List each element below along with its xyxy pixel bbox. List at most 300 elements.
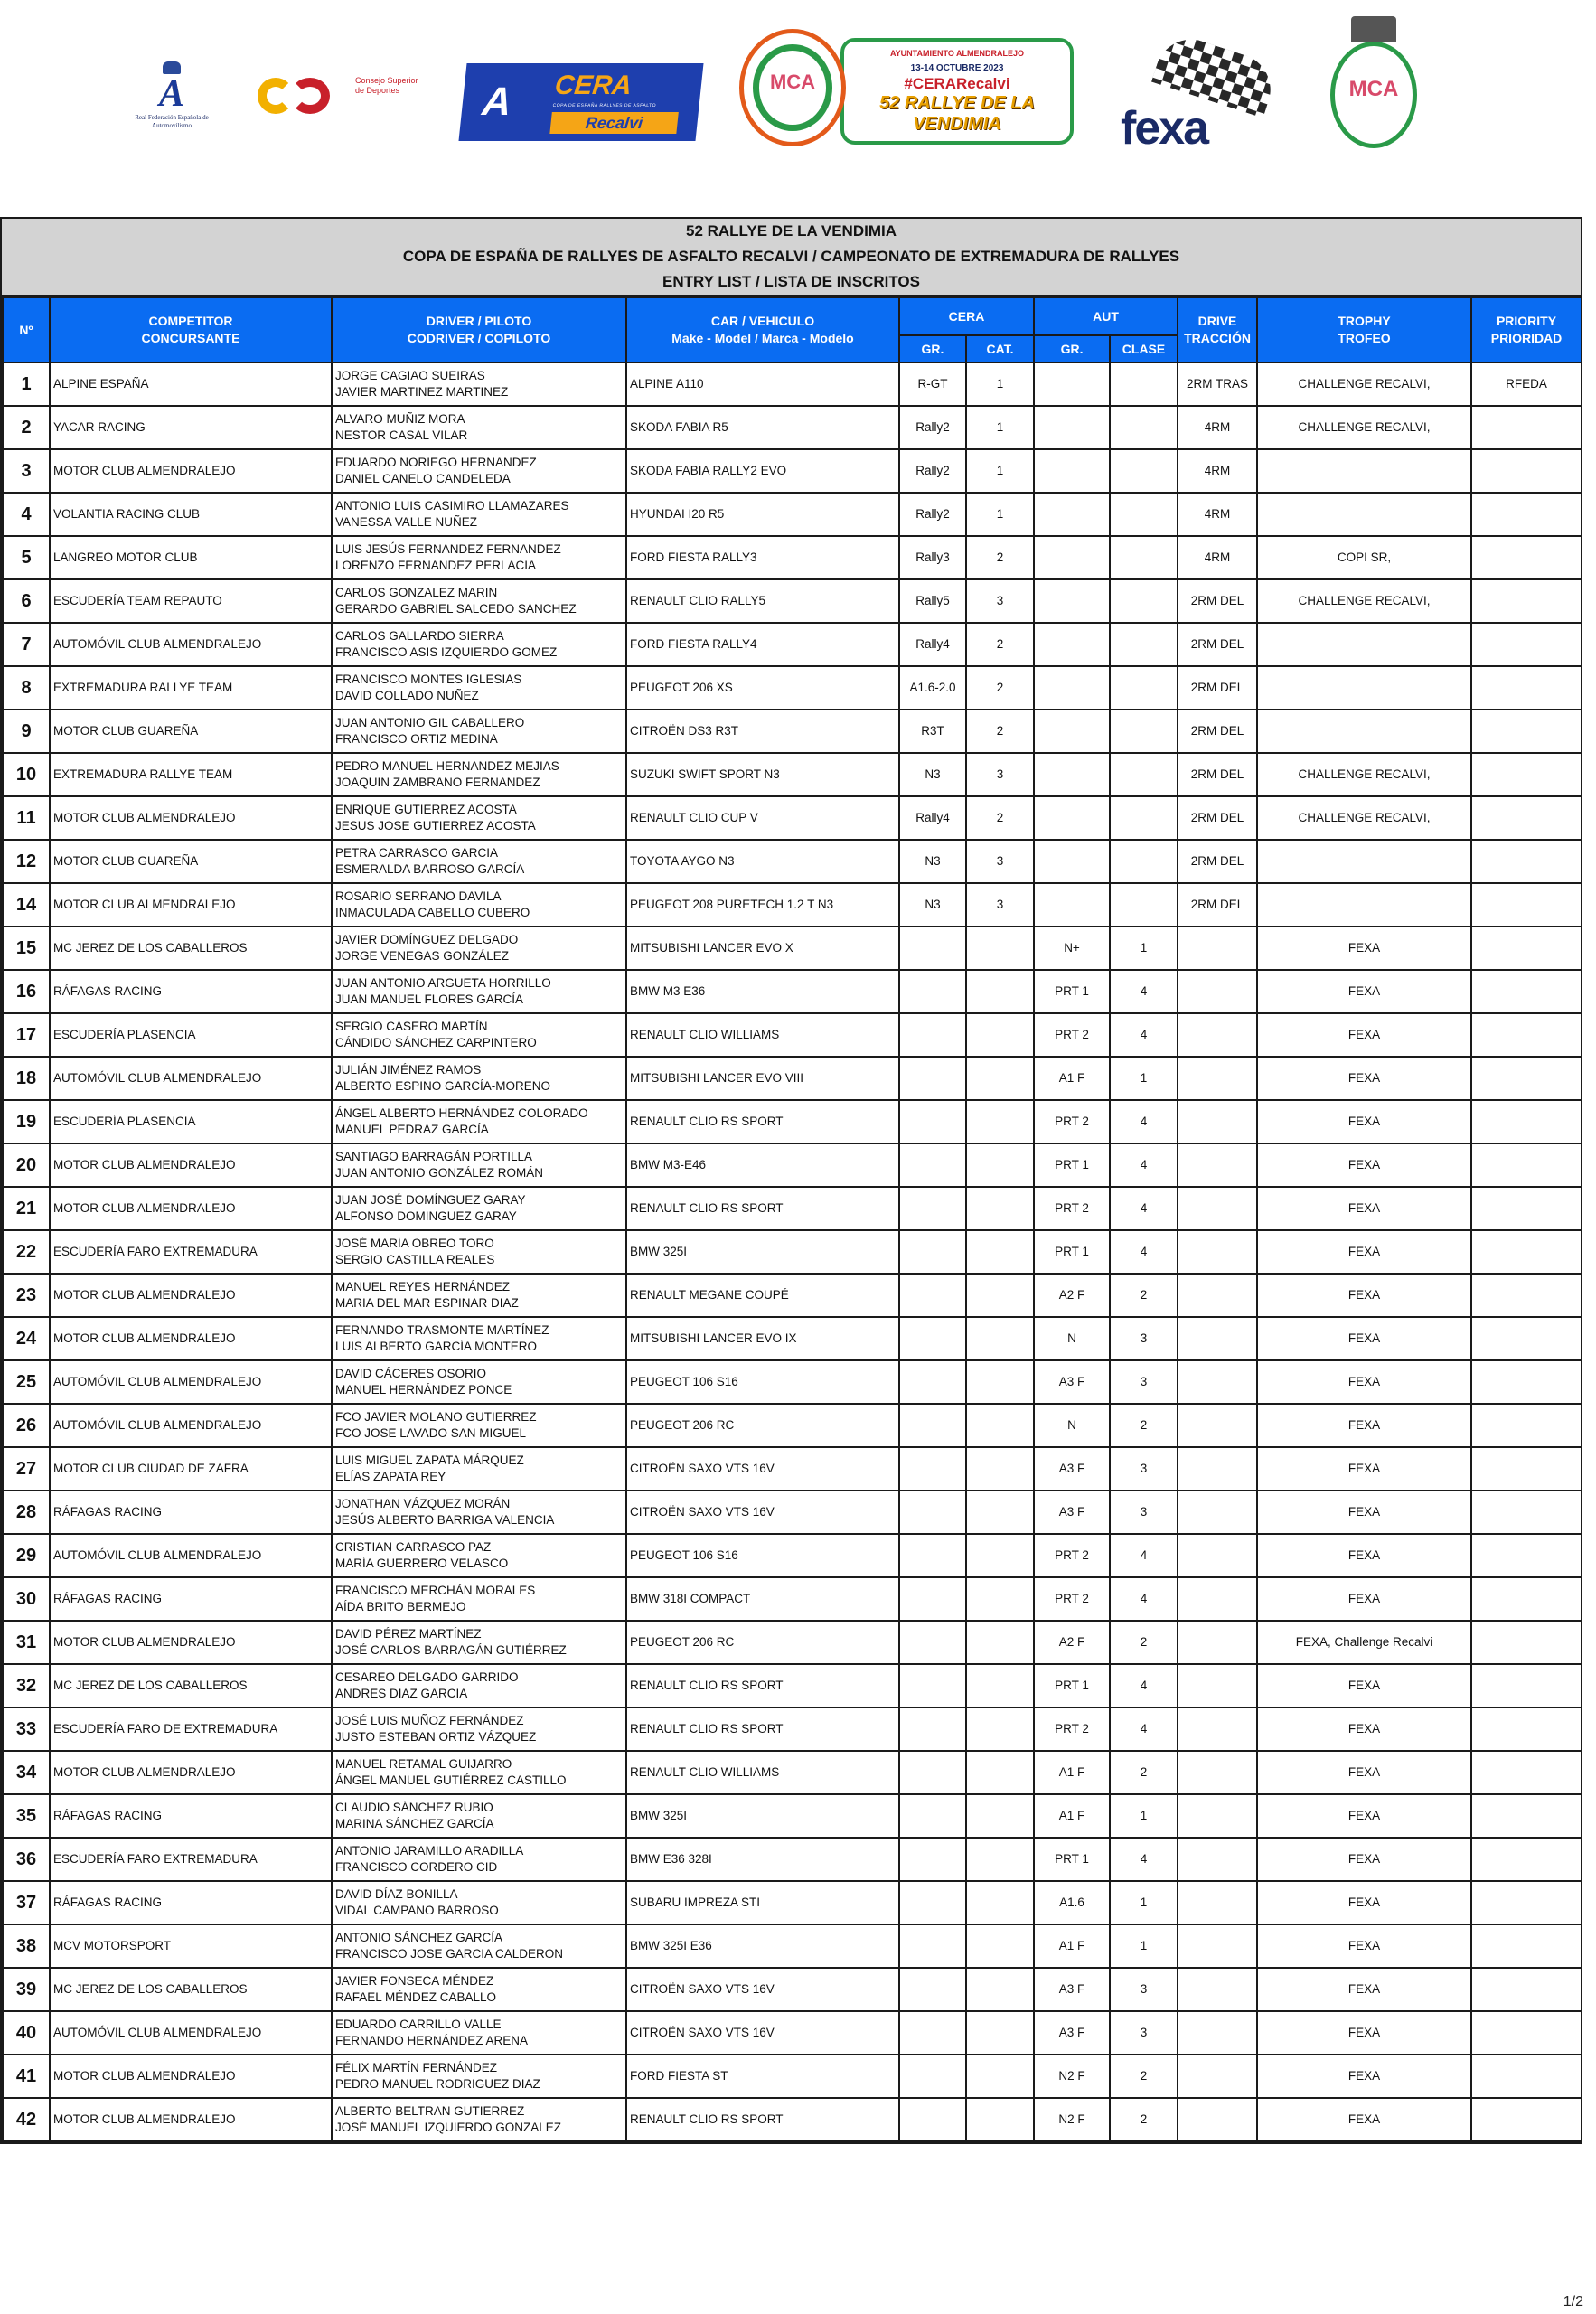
entry-priority [1471,2098,1582,2141]
entry-crew [332,1924,626,1968]
rfeda-a-icon: A [480,80,514,124]
entry-competitor: MC JEREZ DE LOS CABALLEROS [50,1968,332,2011]
entry-aut-group: A1 F [1034,1924,1110,1968]
entry-cera-group: N3 [899,883,966,927]
entry-priority [1471,1360,1582,1404]
entry-crew [332,2055,626,2098]
entry-trophy [1257,449,1471,493]
entry-competitor: MC JEREZ DE LOS CABALLEROS [50,927,332,970]
entry-trophy [1257,840,1471,883]
entry-cera-group [899,1187,966,1230]
entry-crew [332,362,626,406]
entry-crew [332,840,626,883]
entry-drive: 4RM [1178,536,1257,579]
entry-number: 37 [3,1881,50,1924]
entry-car: SUBARU IMPREZA STI [626,1881,899,1924]
banner-rally-name: 52 RALLYE DE LA VENDIMIA [879,93,1035,134]
table-row [3,1013,1582,1057]
entry-codriver: JAVIER MARTINEZ MARTINEZ [335,385,509,399]
entry-cera-group [899,1100,966,1143]
entry-aut-class [1110,753,1178,796]
entry-car: PEUGEOT 106 S16 [626,1534,899,1577]
entry-priority [1471,2011,1582,2055]
entry-aut-class [1110,883,1178,927]
entry-aut-group: PRT 1 [1034,970,1110,1013]
column-header-drive-es: TRACCIÓN [1184,331,1251,345]
entry-aut-group: N [1034,1317,1110,1360]
entry-aut-group: PRT 2 [1034,1707,1110,1751]
entry-aut-group: A3 F [1034,1968,1110,2011]
entry-number: 33 [3,1707,50,1751]
table-row [3,449,1582,493]
entry-competitor: RÁFAGAS RACING [50,1577,332,1621]
entry-cera-group [899,1664,966,1707]
entry-codriver: DAVID COLLADO NUÑEZ [335,689,479,702]
entry-drive [1178,1013,1257,1057]
entry-cera-group [899,1491,966,1534]
entry-aut-group [1034,666,1110,710]
entry-trophy [1257,710,1471,753]
fexa-logo [1121,47,1283,155]
entry-cera-group [899,1794,966,1838]
table-row [3,883,1582,927]
entry-drive: 4RM [1178,406,1257,449]
entry-number: 2 [3,406,50,449]
entry-driver: SERGIO CASERO MARTÍN [335,1020,488,1033]
entry-competitor: MC JEREZ DE LOS CABALLEROS [50,1664,332,1707]
entry-crew [332,1230,626,1274]
entry-drive [1178,1534,1257,1577]
entry-codriver: JOSÉ MANUEL IZQUIERDO GONZALEZ [335,2121,562,2134]
entry-driver: LUIS MIGUEL ZAPATA MÁRQUEZ [335,1453,524,1467]
entry-trophy: FEXA [1257,1317,1471,1360]
entry-priority [1471,753,1582,796]
entry-priority [1471,1794,1582,1838]
entry-priority [1471,1534,1582,1577]
column-header-driver-es: CODRIVER / COPILOTO [407,331,551,345]
entry-trophy: FEXA [1257,2098,1471,2141]
entry-cera-category [966,1230,1034,1274]
entry-cera-category [966,2098,1034,2141]
entry-trophy: CHALLENGE RECALVI, [1257,579,1471,623]
entry-car: RENAULT CLIO CUP V [626,796,899,840]
entry-car: RENAULT CLIO WILLIAMS [626,1751,899,1794]
entry-cera-group: Rally2 [899,493,966,536]
entry-aut-group: A3 F [1034,1447,1110,1491]
table-row [3,623,1582,666]
entry-car: PEUGEOT 206 XS [626,666,899,710]
entry-competitor: MCV MOTORSPORT [50,1924,332,1968]
entry-car: SKODA FABIA R5 [626,406,899,449]
entry-driver: PEDRO MANUEL HERNANDEZ MEJIAS [335,759,559,773]
column-header-aut-clase: CLASE [1110,335,1178,362]
entry-drive [1178,927,1257,970]
table-row [3,1317,1582,1360]
table-row [3,666,1582,710]
sponsor-logos-band [0,0,1596,212]
entry-number: 17 [3,1013,50,1057]
table-row [3,1577,1582,1621]
entry-aut-group: N [1034,1404,1110,1447]
entry-cera-group: R-GT [899,362,966,406]
entry-codriver: JESUS JOSE GUTIERREZ ACOSTA [335,819,536,832]
entry-car: RENAULT CLIO RS SPORT [626,1187,899,1230]
column-header-drive [1178,297,1257,362]
table-row [3,1621,1582,1664]
entry-cera-category: 1 [966,449,1034,493]
entry-drive [1178,1838,1257,1881]
entry-number: 20 [3,1143,50,1187]
entry-car: FORD FIESTA RALLY3 [626,536,899,579]
entry-priority [1471,406,1582,449]
entry-codriver: FRANCISCO ORTIZ MEDINA [335,732,498,746]
entry-competitor: ALPINE ESPAÑA [50,362,332,406]
entry-number: 28 [3,1491,50,1534]
entry-codriver: ELÍAS ZAPATA REY [335,1470,446,1483]
motor-club-almendralejo-crest [1328,16,1419,161]
table-row [3,406,1582,449]
entry-car: CITROËN SAXO VTS 16V [626,2011,899,2055]
entry-aut-class: 4 [1110,1664,1178,1707]
entry-cera-group [899,970,966,1013]
entry-drive: 4RM [1178,449,1257,493]
entry-aut-class [1110,710,1178,753]
entry-cera-category [966,1924,1034,1968]
entry-cera-group [899,1317,966,1360]
table-row [3,1447,1582,1491]
entry-competitor: MOTOR CLUB GUAREÑA [50,840,332,883]
entry-driver: FERNANDO TRASMONTE MARTÍNEZ [335,1323,549,1337]
entry-aut-group [1034,710,1110,753]
entry-drive [1178,1187,1257,1230]
table-row [3,1100,1582,1143]
entry-priority [1471,579,1582,623]
entry-driver: PETRA CARRASCO GARCIA [335,846,499,860]
mca-crest-text: MCA [1348,77,1399,101]
rfeda-logo [127,61,217,143]
entry-aut-class [1110,623,1178,666]
rfeda-a-mark: A [127,74,217,114]
entry-codriver: AÍDA BRITO BERMEJO [335,1600,466,1613]
entry-car: SUZUKI SWIFT SPORT N3 [626,753,899,796]
entry-aut-class: 3 [1110,1968,1178,2011]
entry-cera-group: N3 [899,753,966,796]
entry-competitor: MOTOR CLUB ALMENDRALEJO [50,2055,332,2098]
entry-trophy: FEXA [1257,1838,1471,1881]
entry-crew [332,1707,626,1751]
entry-trophy: COPI SR, [1257,536,1471,579]
table-row [3,796,1582,840]
entry-crew [332,753,626,796]
championship-title: COPA DE ESPAÑA DE RALLYES DE ASFALTO RECALVI / CAMPEONATO DE EXTREMADURA DE RALLYES [402,248,1180,265]
entry-cera-group [899,1707,966,1751]
entry-priority [1471,1013,1582,1057]
entry-aut-class [1110,536,1178,579]
entry-cera-group [899,1621,966,1664]
entry-cera-category: 3 [966,883,1034,927]
entry-cera-group: Rally2 [899,449,966,493]
entry-drive [1178,1143,1257,1187]
entry-driver: JOSÉ MARÍA OBREO TORO [335,1237,494,1250]
entry-number: 10 [3,753,50,796]
entry-crew [332,710,626,753]
entry-cera-group: Rally5 [899,579,966,623]
entry-drive [1178,1317,1257,1360]
entry-car: RENAULT CLIO RS SPORT [626,2098,899,2141]
entry-priority [1471,1664,1582,1707]
entry-priority [1471,1707,1582,1751]
entry-priority [1471,1491,1582,1534]
column-header-drive-en: DRIVE [1197,314,1237,328]
entry-priority [1471,666,1582,710]
entry-drive [1178,1360,1257,1404]
entry-trophy: FEXA [1257,1404,1471,1447]
entry-cera-category [966,1621,1034,1664]
entry-cera-group [899,1057,966,1100]
entry-cera-group [899,1577,966,1621]
entry-driver: DAVID CÁCERES OSORIO [335,1367,487,1380]
entry-list-table [2,296,1582,2142]
entry-competitor: MOTOR CLUB ALMENDRALEJO [50,1187,332,1230]
table-row [3,493,1582,536]
entry-driver: ANTONIO SÁNCHEZ GARCÍA [335,1931,503,1944]
entry-aut-class: 2 [1110,2055,1178,2098]
entry-crew [332,1881,626,1924]
entry-number: 11 [3,796,50,840]
entry-trophy: FEXA [1257,1447,1471,1491]
table-row [3,1404,1582,1447]
entry-driver: CRISTIAN CARRASCO PAZ [335,1540,492,1554]
entry-trophy: CHALLENGE RECALVI, [1257,753,1471,796]
entry-competitor: MOTOR CLUB ALMENDRALEJO [50,449,332,493]
table-row [3,1534,1582,1577]
entry-codriver: VANESSA VALLE NUÑEZ [335,515,478,529]
entry-car: CITROËN SAXO VTS 16V [626,1447,899,1491]
table-row [3,1274,1582,1317]
entry-cera-group [899,1274,966,1317]
column-header-priority [1471,297,1582,362]
entry-number: 29 [3,1534,50,1577]
entry-competitor: MOTOR CLUB ALMENDRALEJO [50,796,332,840]
entry-aut-group: A1 F [1034,1794,1110,1838]
entry-priority [1471,1057,1582,1100]
table-row [3,1360,1582,1404]
entry-number: 1 [3,362,50,406]
entry-cera-category [966,1360,1034,1404]
entry-trophy [1257,623,1471,666]
entry-priority [1471,1751,1582,1794]
entry-priority [1471,1187,1582,1230]
table-row [3,753,1582,796]
entry-codriver: CÁNDIDO SÁNCHEZ CARPINTERO [335,1036,537,1049]
entry-aut-group [1034,362,1110,406]
entry-cera-group [899,2098,966,2141]
entry-driver: ALBERTO BELTRAN GUTIERREZ [335,2104,525,2118]
entry-aut-group: A1 F [1034,1057,1110,1100]
entry-codriver: FRANCISCO JOSE GARCIA CALDERON [335,1947,564,1961]
column-header-cera-cat: CAT. [966,335,1034,362]
entry-aut-group: PRT 2 [1034,1013,1110,1057]
entry-number: 34 [3,1751,50,1794]
entry-aut-group: PRT 1 [1034,1143,1110,1187]
entry-cera-group [899,1447,966,1491]
table-row [3,536,1582,579]
entry-priority [1471,927,1582,970]
entry-trophy: FEXA [1257,1881,1471,1924]
entry-cera-category: 3 [966,579,1034,623]
entry-drive: 2RM DEL [1178,753,1257,796]
entry-number: 25 [3,1360,50,1404]
entry-cera-group [899,2055,966,2098]
entry-aut-group: PRT 1 [1034,1838,1110,1881]
table-row [3,1143,1582,1187]
banner-hashtag: #CERARecalvi [904,75,1010,92]
entry-crew [332,1621,626,1664]
entry-driver: JORGE CAGIAO SUEIRAS [335,369,485,382]
entry-codriver: MARIA DEL MAR ESPINAR DIAZ [335,1296,519,1310]
entry-number: 38 [3,1924,50,1968]
entry-cera-group [899,1230,966,1274]
entry-car: BMW M3-E46 [626,1143,899,1187]
entry-drive [1178,1274,1257,1317]
entry-aut-group: PRT 2 [1034,1187,1110,1230]
entry-codriver: JUAN MANUEL FLORES GARCÍA [335,992,524,1006]
entry-priority [1471,1143,1582,1187]
entry-cera-category [966,1143,1034,1187]
entry-competitor: AUTOMÓVIL CLUB ALMENDRALEJO [50,1534,332,1577]
entry-drive: 2RM TRAS [1178,362,1257,406]
entry-crew [332,536,626,579]
cera-logo-subtitle: COPA DE ESPAÑA RALLYES DE ASFALTO [552,103,657,108]
entry-driver: FRANCISCO MONTES IGLESIAS [335,673,522,686]
entry-drive: 2RM DEL [1178,796,1257,840]
entry-crew [332,927,626,970]
entry-aut-group: A1 F [1034,1751,1110,1794]
entry-aut-group: N2 F [1034,2098,1110,2141]
entry-car: FORD FIESTA RALLY4 [626,623,899,666]
entry-aut-group: N+ [1034,927,1110,970]
entry-crew [332,1447,626,1491]
entry-aut-group: A3 F [1034,1360,1110,1404]
entry-drive [1178,2011,1257,2055]
entry-codriver: LUIS ALBERTO GARCÍA MONTERO [335,1340,538,1353]
entry-cera-category [966,1404,1034,1447]
entry-priority [1471,536,1582,579]
entry-crew [332,1838,626,1881]
column-header-aut: AUT [1034,297,1178,335]
entry-drive [1178,2098,1257,2141]
entry-aut-class: 3 [1110,1317,1178,1360]
entry-cera-group [899,2011,966,2055]
entry-codriver: NESTOR CASAL VILAR [335,428,468,442]
entry-competitor: ESCUDERÍA TEAM REPAUTO [50,579,332,623]
mca-badge-ring [753,44,832,131]
entry-cera-group [899,1534,966,1577]
banner-city: AYUNTAMIENTO ALMENDRALEJO [889,49,1024,58]
entry-number: 41 [3,2055,50,2098]
entry-competitor: ESCUDERÍA FARO EXTREMADURA [50,1838,332,1881]
entry-priority [1471,1881,1582,1924]
entry-number: 8 [3,666,50,710]
entry-driver: DAVID PÉREZ MARTÍNEZ [335,1627,482,1641]
table-row [3,970,1582,1013]
column-header-competitor [50,297,332,362]
entry-cera-category: 1 [966,406,1034,449]
entry-trophy: FEXA [1257,1707,1471,1751]
entry-driver: ANTONIO LUIS CASIMIRO LLAMAZARES [335,499,569,513]
entry-number: 39 [3,1968,50,2011]
entry-drive [1178,2055,1257,2098]
entry-crew [332,1057,626,1100]
entry-aut-class: 2 [1110,2098,1178,2141]
entry-trophy: FEXA [1257,1360,1471,1404]
entry-codriver: MARINA SÁNCHEZ GARCÍA [335,1817,494,1830]
list-title: ENTRY LIST / LISTA DE INSCRITOS [662,273,920,290]
entry-number: 9 [3,710,50,753]
entry-competitor: EXTREMADURA RALLYE TEAM [50,666,332,710]
entry-codriver: ÁNGEL MANUEL GUTIÉRREZ CASTILLO [335,1773,567,1787]
cera-recalvi-logo [458,63,703,141]
entry-car: PEUGEOT 208 PURETECH 1.2 T N3 [626,883,899,927]
entry-crew [332,1664,626,1707]
entry-aut-group: A3 F [1034,1491,1110,1534]
entry-aut-class [1110,493,1178,536]
entry-drive [1178,1794,1257,1838]
entry-driver: JUAN ANTONIO GIL CABALLERO [335,716,525,729]
entry-car: BMW 318I COMPACT [626,1577,899,1621]
entry-car: RENAULT CLIO RS SPORT [626,1664,899,1707]
entry-competitor: LANGREO MOTOR CLUB [50,536,332,579]
entry-priority [1471,1577,1582,1621]
entry-drive: 2RM DEL [1178,840,1257,883]
csd-c-shape [258,78,294,114]
entry-trophy [1257,666,1471,710]
entry-trophy: FEXA [1257,1577,1471,1621]
entry-cera-category [966,1534,1034,1577]
mca-crest-ring [1330,42,1417,148]
entry-competitor: MOTOR CLUB ALMENDRALEJO [50,883,332,927]
entry-driver: JUAN ANTONIO ARGUETA HORRILLO [335,976,551,990]
entry-driver: ÁNGEL ALBERTO HERNÁNDEZ COLORADO [335,1106,588,1120]
table-row [3,1751,1582,1794]
entry-number: 31 [3,1621,50,1664]
entry-priority [1471,1968,1582,2011]
entry-aut-group [1034,753,1110,796]
entry-car: RENAULT CLIO RS SPORT [626,1100,899,1143]
entry-drive: 2RM DEL [1178,666,1257,710]
entry-driver: FRANCISCO MERCHÁN MORALES [335,1584,536,1597]
entry-priority [1471,840,1582,883]
entry-driver: CESAREO DELGADO GARRIDO [335,1670,519,1684]
entry-aut-class: 4 [1110,1230,1178,1274]
entry-driver: MANUEL REYES HERNÁNDEZ [335,1280,511,1293]
entry-drive [1178,1707,1257,1751]
entry-driver: ROSARIO SERRANO DAVILA [335,889,502,903]
rfeda-logo-text: Real Federación Española de Automovilismo [135,114,209,129]
entry-codriver: MARÍA GUERRERO VELASCO [335,1557,509,1570]
entry-competitor: MOTOR CLUB ALMENDRALEJO [50,1317,332,1360]
entry-aut-group: A1.6 [1034,1881,1110,1924]
table-row [3,1230,1582,1274]
column-header-number: Nº [3,297,50,362]
entry-cera-category [966,1317,1034,1360]
entry-drive [1178,1664,1257,1707]
entry-aut-class: 3 [1110,1360,1178,1404]
entry-drive [1178,1751,1257,1794]
entry-crew [332,623,626,666]
entry-car: BMW 325I E36 [626,1924,899,1968]
entry-codriver: LORENZO FERNANDEZ PERLACIA [335,559,537,572]
